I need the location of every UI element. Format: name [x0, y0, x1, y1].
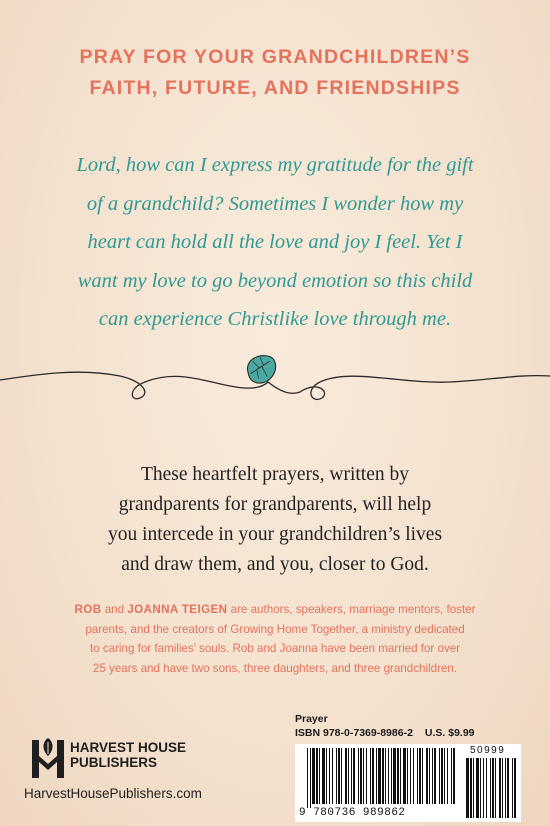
barcode-bar [451, 748, 452, 804]
barcode-bar [319, 748, 320, 804]
barcode-bar [322, 748, 325, 804]
barcode-bar [439, 748, 440, 804]
barcode-bar [432, 748, 433, 804]
barcode-addon-bar [490, 758, 491, 818]
bio-line-4: 25 years and have two sons, three daughters, and three grandchildren. [92, 661, 458, 675]
price: U.S. $9.99 [424, 727, 475, 739]
prayer-quote [30, 146, 520, 339]
barcode-bar [422, 748, 423, 804]
barcode-addon-digits: 50999 [470, 745, 506, 756]
barcode-bar [372, 748, 374, 804]
prayer-line: heart can hold all the love and joy I feel. Yet I [87, 231, 463, 253]
barcode-bar [385, 748, 386, 804]
barcode-bar [444, 748, 445, 804]
barcode-bar [441, 748, 443, 804]
cover-heading [0, 42, 550, 104]
category-label: Prayer [295, 713, 328, 725]
barcode-addon-bar [502, 758, 503, 818]
barcode-bar [307, 748, 308, 808]
barcode-bar [366, 748, 367, 804]
barcode-bar [391, 748, 392, 804]
barcode-bar [376, 748, 377, 804]
barcode [295, 744, 521, 822]
barcode-bar [429, 748, 430, 804]
barcode-bar [353, 748, 355, 804]
bio-line-1 [0, 600, 550, 620]
barcode-addon-bar [512, 758, 513, 818]
barcode-bar [397, 748, 399, 804]
barcode-bar [413, 748, 414, 804]
barcode-addon-bar [466, 758, 469, 818]
barcode-addon-bar [492, 758, 494, 818]
barcode-bar [419, 748, 421, 804]
harvest-house-logo [32, 734, 64, 780]
heading-line-2: FAITH, FUTURE, AND FRIENDSHIPS [89, 77, 461, 99]
author-name-joanna: JOANNA TEIGEN [127, 603, 228, 616]
barcode-bar [417, 748, 418, 804]
barcode-bar [382, 748, 384, 804]
bio-line-2: parents, and the creators of Growing Home Together, a ministry dedicated [85, 622, 465, 636]
barcode-addon-bar [507, 758, 509, 818]
prayer-line: Lord, how can I express my gratitude for the gift [76, 154, 474, 176]
barcode-bar [388, 748, 389, 804]
barcode-bar [453, 748, 455, 804]
barcode-bar [341, 748, 342, 804]
barcode-bar [360, 748, 362, 804]
barcode-bar [447, 748, 448, 804]
leaf-icon [244, 352, 280, 386]
barcode-bar [348, 748, 349, 804]
barcode-bar [370, 748, 371, 804]
isbn-line [295, 727, 475, 739]
barcode-addon-bar [499, 758, 501, 818]
blurb-line: you intercede in your grandchildren’s lives [107, 524, 443, 545]
publisher-name-line-1: HARVEST HOUSE [70, 740, 187, 755]
barcode-bar [336, 748, 337, 804]
book-blurb [20, 460, 530, 580]
isbn-number: ISBN 978-0-7369-8986-2 [295, 727, 413, 739]
barcode-bar [351, 748, 352, 804]
barcode-bar [403, 748, 406, 804]
barcode-bar [312, 748, 315, 804]
barcode-bar [358, 748, 359, 804]
barcode-bar [407, 748, 408, 804]
bio-and: and [104, 603, 125, 616]
barcode-addon-bar [505, 758, 506, 818]
prayer-line: want my love to go beyond emotion so this child [77, 269, 473, 292]
prayer-line: of a grandchild? Sometimes I wonder how my [86, 192, 464, 215]
barcode-addon-bar [495, 758, 496, 818]
barcode-addon-bar [514, 758, 516, 818]
prayer-line: can experience Christlike love through me. [98, 308, 452, 330]
blurb-line: grandparents for grandparents, will help [118, 494, 432, 515]
publisher-website[interactable]: HarvestHousePublishers.com [24, 786, 202, 801]
barcode-number: 9 780736 989862 [299, 807, 406, 819]
barcode-addon-bar [483, 758, 484, 818]
barcode-bar [326, 748, 327, 804]
blurb-line: These heartfelt prayers, written by [140, 464, 409, 485]
author-bio [0, 600, 550, 678]
barcode-bar [332, 748, 333, 804]
barcode-bar [410, 748, 411, 804]
barcode-bar [316, 748, 318, 804]
barcode-bar [393, 748, 396, 804]
barcode-addon-bar [476, 758, 479, 818]
barcode-bar [345, 748, 347, 804]
publisher-block [24, 734, 254, 804]
bio-text: are authors, speakers, marriage mentors, foster [230, 603, 476, 616]
author-name-rob: ROB [74, 603, 102, 616]
barcode-bar [434, 748, 436, 804]
flourish-line [0, 372, 550, 399]
barcode-bar [363, 748, 364, 804]
barcode-bar [400, 748, 401, 804]
publisher-name [70, 740, 186, 770]
publisher-name-line-2: PUBLISHERS [70, 755, 158, 770]
barcode-bar [338, 748, 340, 804]
barcode-addon-bar [473, 758, 474, 818]
barcode-bar [310, 748, 311, 808]
barcode-bar [329, 748, 330, 804]
barcode-bar [426, 748, 428, 804]
barcode-addon-bar [486, 758, 487, 818]
isbn-barcode-block [295, 713, 525, 823]
barcode-bar [378, 748, 381, 804]
blurb-line: and draw them, and you, closer to God. [121, 554, 429, 575]
barcode-addon-bar [480, 758, 481, 818]
bio-line-3: to caring for families’ souls. Rob and Joanna have been married for over [89, 642, 461, 655]
barcode-addon-bar [470, 758, 472, 818]
leaf-flourish-ornament [0, 340, 550, 420]
heading-line-1: PRAY FOR YOUR GRANDCHILDREN’S [79, 46, 471, 68]
